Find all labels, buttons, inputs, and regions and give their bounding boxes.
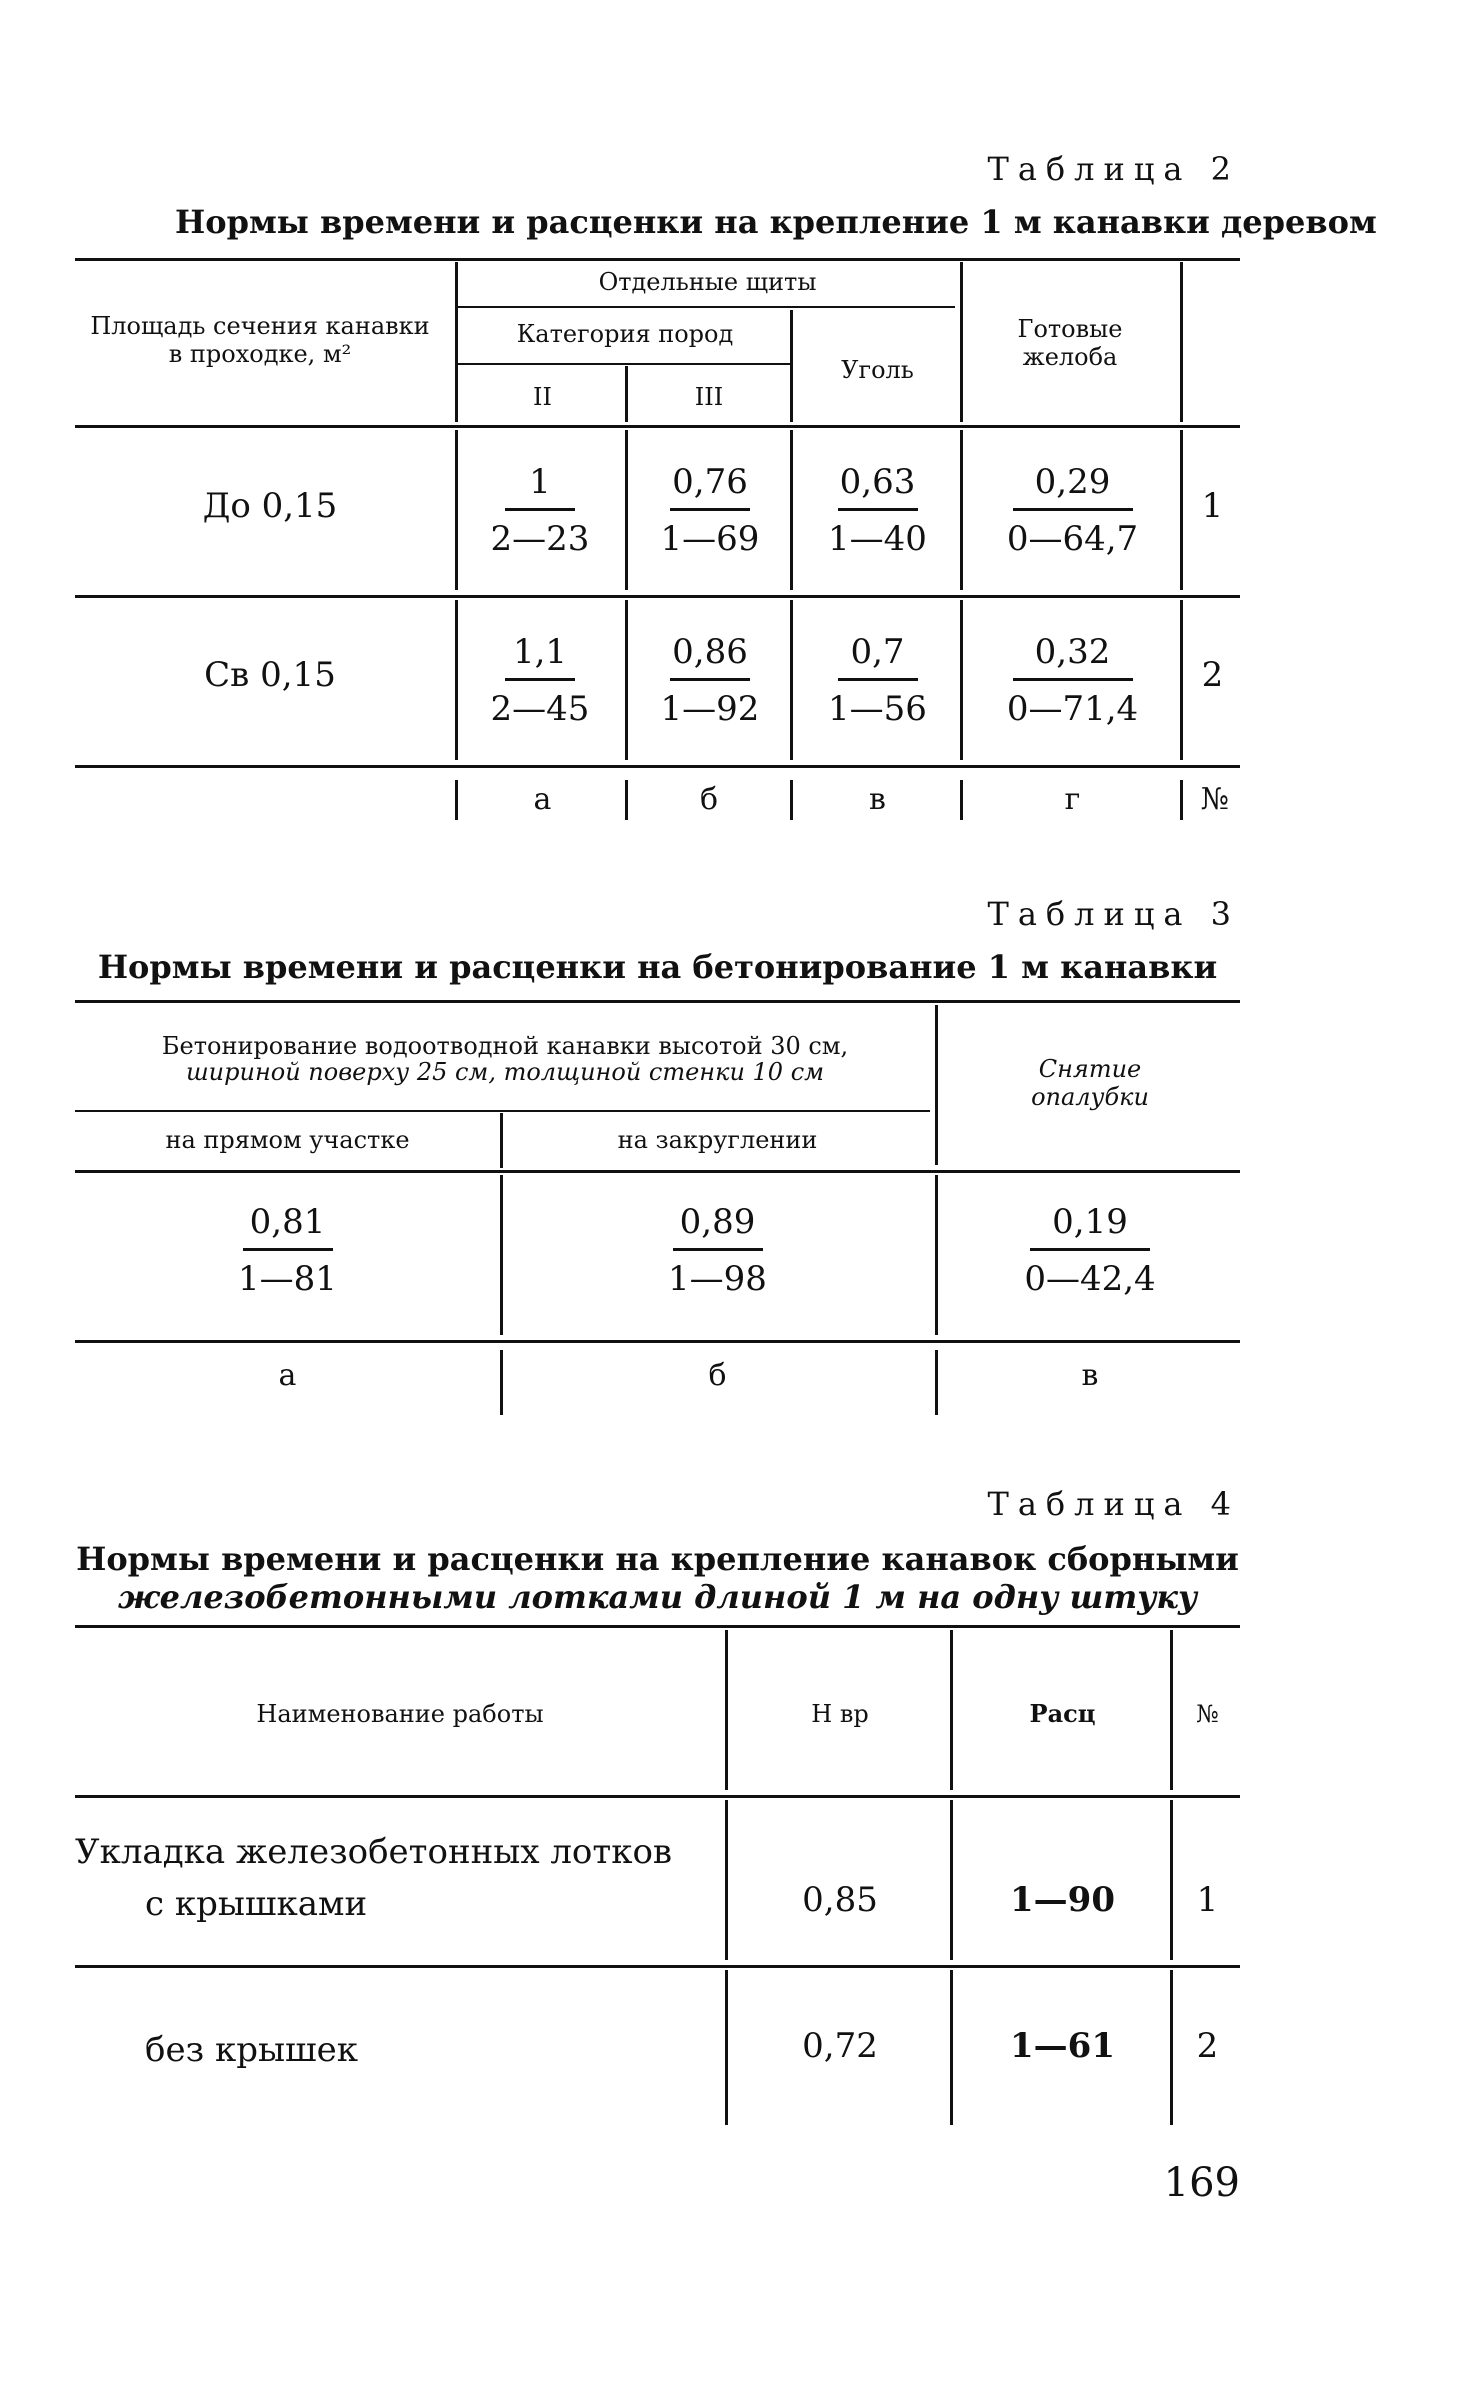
- value-top: 0,7: [850, 632, 905, 672]
- value-top: 0,19: [1052, 1202, 1128, 1242]
- table3-col-divider: [500, 1113, 503, 1168]
- table2-header-rock-category: Категория пород: [516, 320, 734, 348]
- value-bottom: 1—81: [238, 1259, 337, 1299]
- table4-caption: Таблица 4: [987, 1485, 1240, 1523]
- value-top: 1,1: [512, 632, 568, 672]
- table2-footer-v: в: [869, 782, 886, 817]
- table2-col-divider: [960, 262, 963, 422]
- table3-col-divider: [935, 1350, 938, 1415]
- table2-footer-b: б: [699, 782, 719, 817]
- value-bottom: 1—40: [828, 519, 927, 559]
- table2-header-area: Площадь сечения канавки в проходке, м²: [90, 312, 430, 368]
- table2-col-divider: [1180, 262, 1183, 422]
- table4-row2-rate: 1—61: [1010, 2026, 1115, 2066]
- table3-col-divider: [500, 1175, 503, 1335]
- table3-footer-b: б: [708, 1358, 727, 1393]
- table3-col-divider: [935, 1005, 938, 1165]
- table3-subrule: [75, 1110, 930, 1112]
- table4-row2-norm: 0,72: [802, 2026, 878, 2066]
- table3-header-concreting-line1: Бетонирование водоотводной канавки высотой 30 см,: [161, 1032, 849, 1060]
- table2-col-divider: [960, 600, 963, 760]
- value-top: 0,89: [679, 1202, 756, 1242]
- value-bottom: 2—23: [490, 519, 590, 559]
- table2-col-divider: [790, 310, 793, 422]
- table2-row2-label: Св 0,15: [204, 655, 336, 695]
- page-number: 169: [1163, 2160, 1240, 2206]
- table2-caption: Таблица 2: [987, 150, 1240, 188]
- table3-header-rounding: на закруглении: [617, 1126, 818, 1154]
- value-top: 0,32: [1034, 632, 1111, 672]
- value-bottom: 2—45: [490, 689, 590, 729]
- value-bottom: 1—92: [660, 689, 760, 729]
- table2-col-divider: [1180, 780, 1183, 820]
- table3-col-divider: [500, 1350, 503, 1415]
- table2-row1-b: [630, 460, 790, 561]
- table2-col-divider: [960, 780, 963, 820]
- value-top: 0,76: [672, 462, 748, 502]
- table4-col-divider: [950, 1800, 953, 1960]
- table2-subrule-shields: [455, 306, 955, 308]
- table4-row1-norm: 0,85: [802, 1880, 878, 1920]
- table2-col-divider: [960, 430, 963, 590]
- table2-col-divider: [1180, 430, 1183, 590]
- table3-header-formwork: Снятие опалубки: [1031, 1055, 1149, 1111]
- table2-footer-g: г: [1064, 782, 1081, 817]
- table2-col-divider: [790, 780, 793, 820]
- table4-col-divider: [1170, 1800, 1173, 1960]
- table3-value-rounding: [505, 1200, 930, 1301]
- table4-header-num: №: [1196, 1700, 1219, 1728]
- table2-header-ready-troughs: Готовые желоба: [1017, 315, 1123, 371]
- table2-row1-a: [460, 460, 620, 561]
- table2-top-rule: [75, 258, 1240, 261]
- table3-caption: Таблица 3: [987, 895, 1240, 933]
- table2-row2-v: [795, 630, 960, 731]
- table4-title-line1: Нормы времени и расценки на крепление канавок сборными: [76, 1540, 1239, 1578]
- value-bottom: 1—98: [668, 1259, 767, 1299]
- table4-row-rule: [75, 1965, 1240, 1968]
- table2-col-divider: [1180, 600, 1183, 760]
- table2-col-divider: [455, 600, 458, 760]
- table4-title-line2: железобетонными лотками длиной 1 м на одну штуку: [117, 1578, 1198, 1616]
- table2-body-rule: [75, 765, 1240, 768]
- table2-col-divider: [790, 430, 793, 590]
- table2-row2-g: [965, 630, 1180, 731]
- value-top: 0,81: [249, 1202, 326, 1242]
- table4-row1-name-line2: с крышками: [145, 1884, 368, 1924]
- table4-top-rule: [75, 1625, 1240, 1628]
- value-top: 0,63: [839, 462, 916, 502]
- table2-row1-label: До 0,15: [202, 486, 338, 526]
- table2-row2-a: [460, 630, 620, 731]
- value-bottom: 0—42,4: [1024, 1259, 1156, 1299]
- table3-footer-a: а: [278, 1358, 297, 1393]
- table2-footer-num: №: [1200, 782, 1230, 817]
- table2-col-divider: [455, 262, 458, 422]
- table4-row1-name-line1: Укладка железобетонных лотков: [75, 1832, 673, 1872]
- value-top: 0,29: [1034, 462, 1111, 502]
- table3-col-divider: [935, 1175, 938, 1335]
- table2-col-divider: [625, 600, 628, 760]
- table2-col-divider: [790, 600, 793, 760]
- table3-value-formwork: [940, 1200, 1240, 1301]
- table2-col-divider: [455, 780, 458, 820]
- table2-header-rule: [75, 425, 1240, 428]
- table2-header-cat-3: III: [694, 383, 724, 411]
- table4-col-divider: [725, 1800, 728, 1960]
- table2-header-cat-2: II: [533, 383, 552, 411]
- table2-row2-num: 2: [1201, 655, 1224, 695]
- table2-row-rule: [75, 595, 1240, 598]
- table2-subrule-category: [455, 363, 790, 365]
- table4-col-divider: [725, 1970, 728, 2125]
- value-top: 1: [529, 462, 551, 502]
- table3-top-rule: [75, 1000, 1240, 1003]
- value-bottom: 0—71,4: [1006, 689, 1139, 729]
- table4-col-divider: [725, 1630, 728, 1790]
- table2-header-separate-shields: Отдельные щиты: [598, 268, 817, 296]
- table4-header-work: Наименование работы: [256, 1700, 544, 1728]
- table4-row2-num: 2: [1196, 2026, 1219, 2066]
- table4-col-divider: [950, 1970, 953, 2125]
- table3-body-rule: [75, 1340, 1240, 1343]
- value-top: 0,86: [672, 632, 748, 672]
- table4-header-norm: Н вр: [811, 1700, 869, 1728]
- table3-header-concreting-line2: шириной поверху 25 см, толщиной стенки 10 см: [185, 1058, 825, 1086]
- table2-row1-g: [965, 460, 1180, 561]
- table2-row2-b: [630, 630, 790, 731]
- table3-footer-v: в: [1081, 1358, 1099, 1393]
- table4-col-divider: [950, 1630, 953, 1790]
- table4-row1-rate: 1—90: [1010, 1880, 1115, 1920]
- table3-title: Нормы времени и расценки на бетонирование 1 м канавки: [97, 948, 1218, 986]
- table3-header-rule: [75, 1170, 1240, 1173]
- table4-row1-num: 1: [1196, 1880, 1219, 1920]
- value-bottom: 0—64,7: [1006, 519, 1139, 559]
- table3-value-straight: [80, 1200, 495, 1301]
- value-bottom: 1—56: [828, 689, 927, 729]
- table2-row1-num: 1: [1201, 486, 1224, 526]
- value-bottom: 1—69: [660, 519, 760, 559]
- table2-row1-v: [795, 460, 960, 561]
- table2-footer-a: а: [533, 782, 552, 817]
- table4-header-rule: [75, 1795, 1240, 1798]
- table4-col-divider: [1170, 1630, 1173, 1790]
- table4-header-rate: Расц: [1029, 1699, 1096, 1728]
- table2-col-divider: [625, 430, 628, 590]
- table2-title: Нормы времени и расценки на крепление 1 м канавки деревом: [175, 203, 1377, 241]
- table2-header-angle: Уголь: [841, 356, 914, 384]
- table2-col-divider: [455, 430, 458, 590]
- table3-header-straight: на прямом участке: [165, 1126, 410, 1154]
- table4-col-divider: [1170, 1970, 1173, 2125]
- table4-row2-name-line2: без крышек: [145, 2030, 358, 2070]
